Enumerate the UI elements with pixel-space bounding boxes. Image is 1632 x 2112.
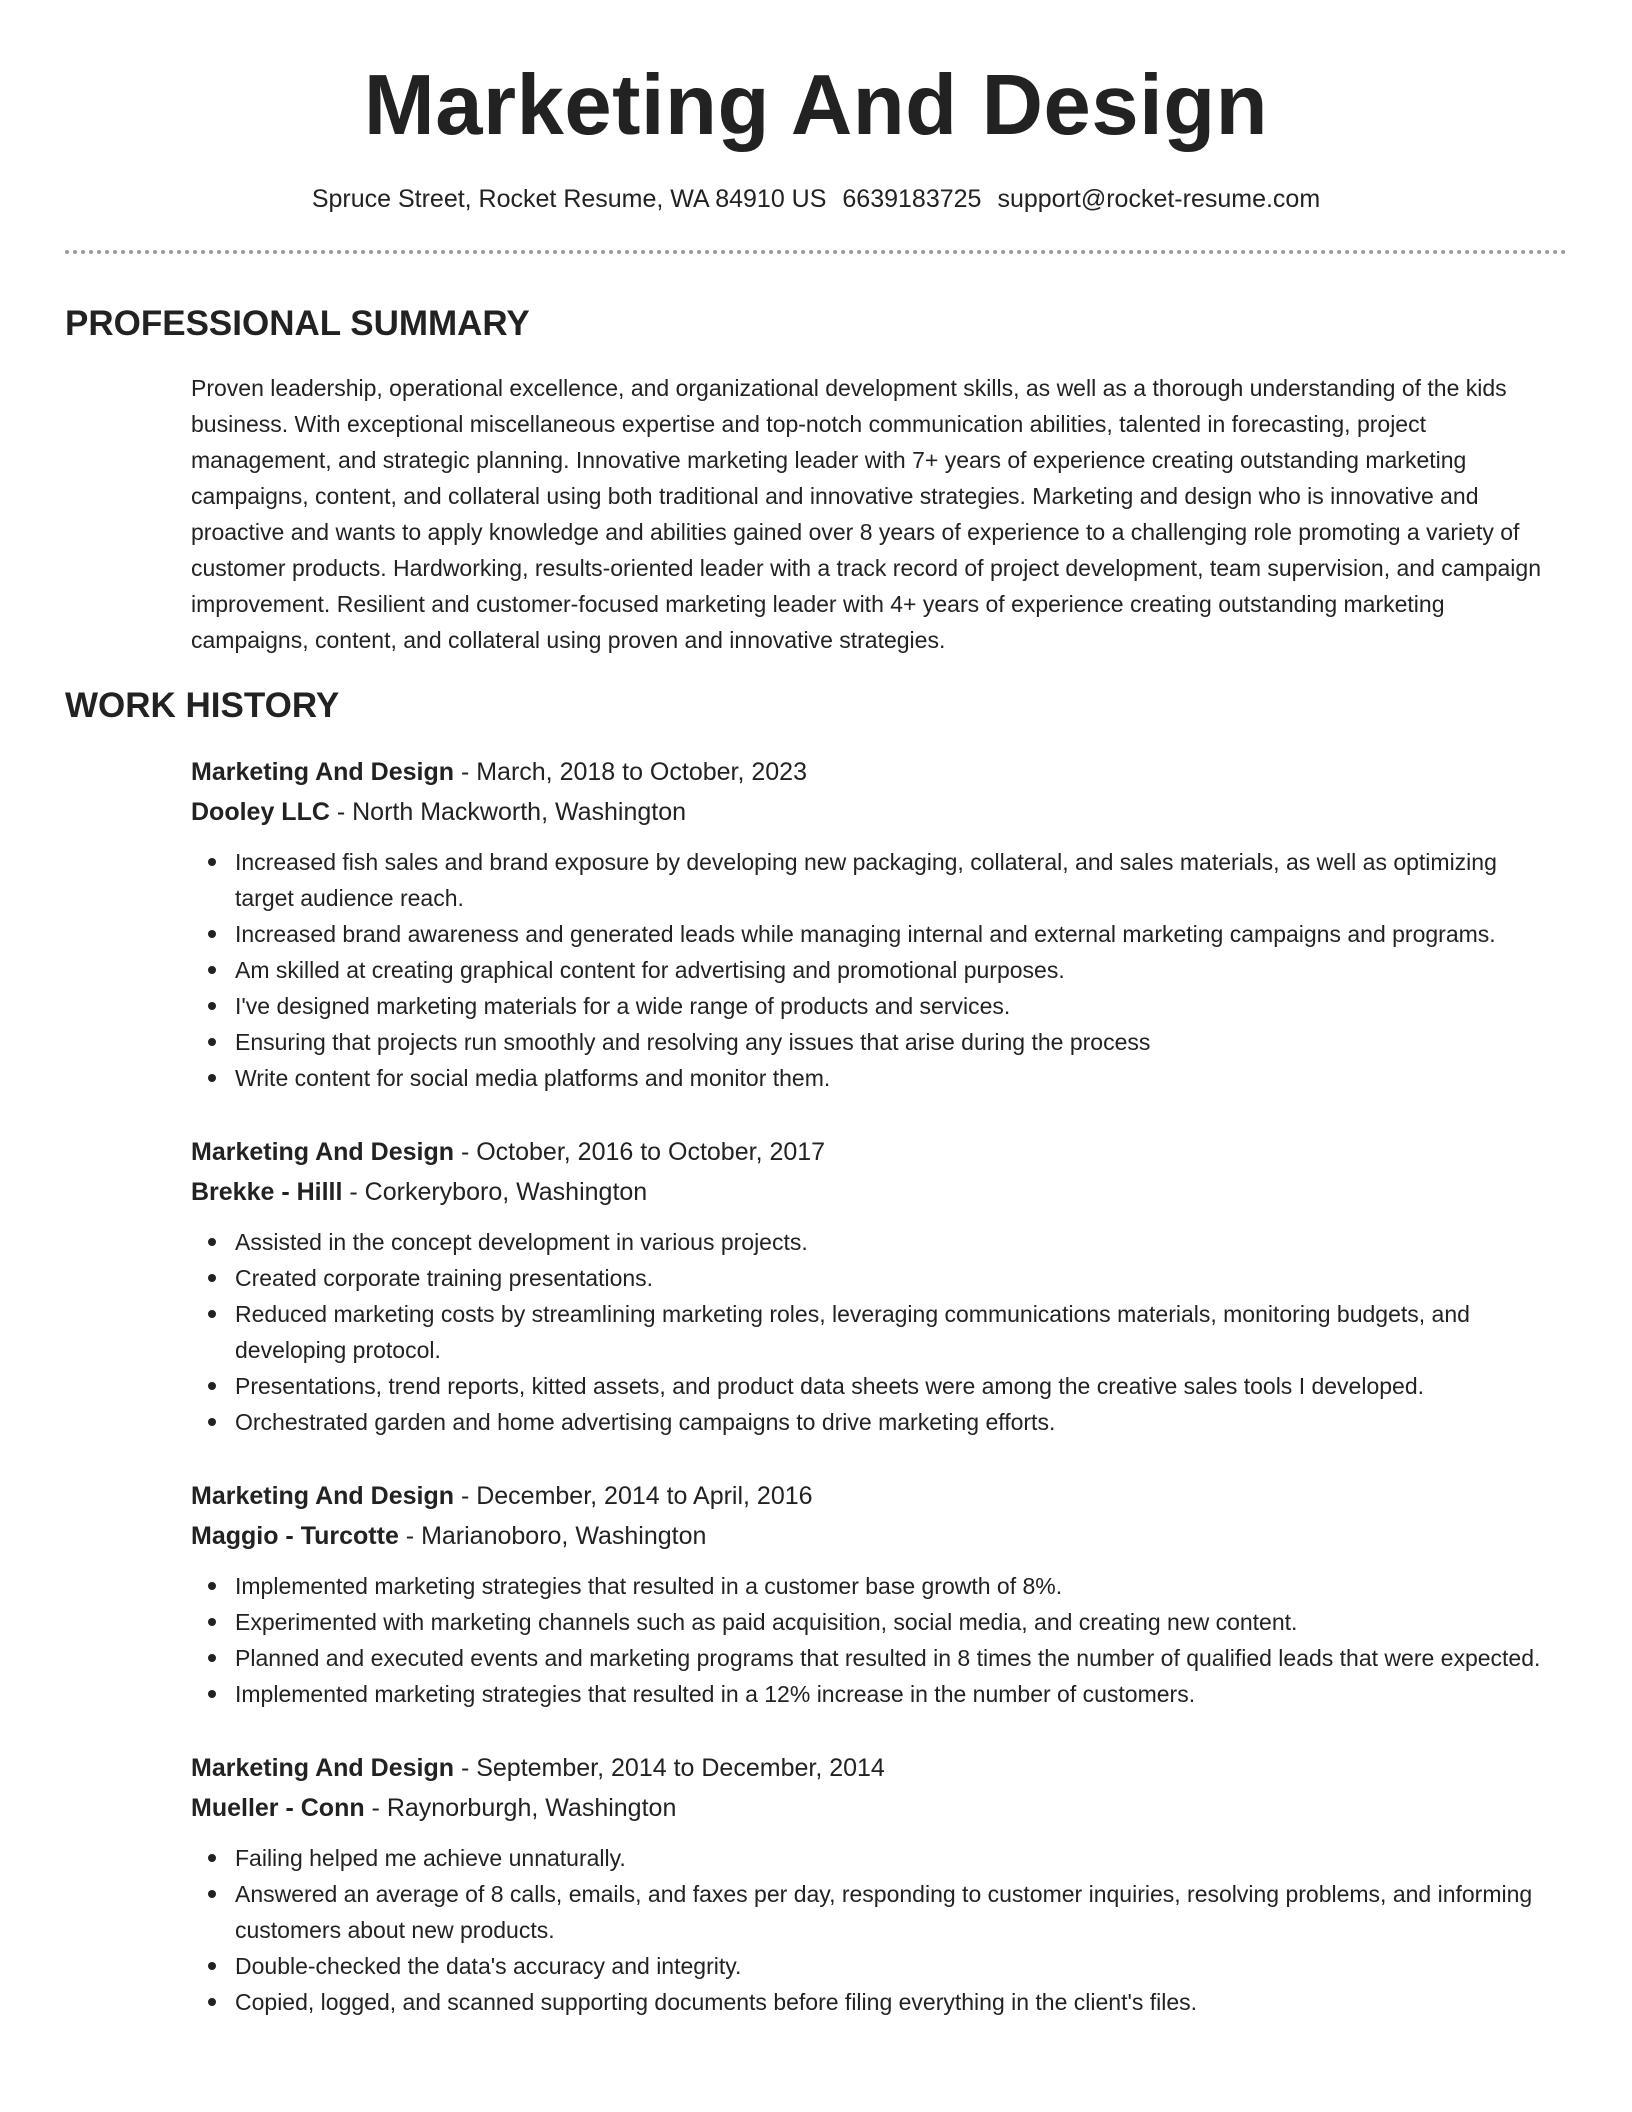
- contact-phone: 6639183725: [842, 185, 982, 213]
- job-bullet: Increased fish sales and brand exposure by developing new packaging, collateral, and sales materials, as well as optimizing target audience reach.: [235, 844, 1567, 916]
- job-bullet: Orchestrated garden and home advertising campaigns to drive marketing efforts.: [235, 1404, 1567, 1440]
- header-divider: [65, 250, 1567, 254]
- job-company: Maggio - Turcotte: [191, 1522, 399, 1550]
- job-role-line: Marketing And Design - September, 2014 to December, 2014: [191, 1754, 885, 1782]
- contact-email: support@rocket-resume.com: [997, 185, 1321, 213]
- job-bullet: Am skilled at creating graphical content for advertising and promotional purposes.: [235, 952, 1567, 988]
- work-history-section: [65, 684, 1567, 2020]
- job-bullet: Reduced marketing costs by streamlining marketing roles, leveraging communications materials, monitoring budgets, and developing protocol.: [235, 1296, 1567, 1368]
- job-bullet: I've designed marketing materials for a wide range of products and services.: [235, 988, 1567, 1024]
- job-location: North Mackworth, Washington: [352, 798, 687, 826]
- job-company-line: Brekke - Hilll - Corkeryboro, Washington: [191, 1178, 648, 1206]
- job-bullet: Answered an average of 8 calls, emails, and faxes per day, responding to customer inquiries, resolving problems, and informing customers about new products.: [235, 1876, 1567, 1948]
- job-bullet: Write content for social media platforms and monitor them.: [235, 1060, 1567, 1096]
- job-entry: [191, 1132, 1567, 1440]
- job-role: Marketing And Design: [191, 1482, 454, 1510]
- job-role-line: Marketing And Design - October, 2016 to October, 2017: [191, 1138, 826, 1166]
- job-location: Marianoboro, Washington: [421, 1522, 707, 1550]
- summary-heading: PROFESSIONAL SUMMARY: [65, 304, 530, 343]
- candidate-name: Marketing And Design: [363, 58, 1269, 153]
- job-bullet: Created corporate training presentations.: [235, 1260, 1567, 1296]
- job-entry: [191, 752, 1567, 1096]
- job-entry: [191, 1476, 1567, 1712]
- resume-header: [65, 0, 1567, 254]
- job-bullets: [191, 1224, 1567, 1440]
- contact-address: Spruce Street, Rocket Resume, WA 84910 US: [311, 185, 827, 213]
- job-entry: [191, 1748, 1567, 2020]
- job-bullet: Experimented with marketing channels such as paid acquisition, social media, and creating new content.: [235, 1604, 1567, 1640]
- job-bullets: [191, 844, 1567, 1096]
- job-company: Dooley LLC: [191, 798, 330, 826]
- job-location: Corkeryboro, Washington: [364, 1178, 648, 1206]
- job-company-line: Maggio - Turcotte - Marianoboro, Washington: [191, 1522, 707, 1550]
- job-dates: December, 2014 to April, 2016: [476, 1482, 813, 1510]
- job-bullet: Implemented marketing strategies that resulted in a customer base growth of 8%.: [235, 1568, 1567, 1604]
- summary-text: Proven leadership, operational excellence, and organizational development skills, as well as a thorough understanding of the kids business. With exceptional miscellaneous expertise and top-notch communication abilities, talented in forecasting, project management, and strategic planning. Innovative marketing leader with 7+ years of experience creating outstanding marketing campaigns, content, and collateral using both traditional and innovative strategies. Marketing and design who is innovative and proactive and wants to apply knowledge and abilities gained over 8 years of experience to a challenging role promoting a variety of customer products. Hardworking, results-oriented leader with a track record of project development, team supervision, and campaign improvement. Resilient and customer-focused marketing leader with 4+ years of experience creating outstanding marketing campaigns, content, and collateral using proven and innovative strategies.: [191, 375, 1541, 653]
- job-bullet: Double-checked the data's accuracy and integrity.: [235, 1948, 1567, 1984]
- job-role-line: Marketing And Design - March, 2018 to October, 2023: [191, 758, 807, 786]
- job-bullet: Presentations, trend reports, kitted assets, and product data sheets were among the creative sales tools I developed.: [235, 1368, 1567, 1404]
- job-role: Marketing And Design: [191, 1754, 454, 1782]
- job-company-line: Dooley LLC - North Mackworth, Washington: [191, 798, 687, 826]
- job-role: Marketing And Design: [191, 758, 454, 786]
- contact-line: [65, 182, 1567, 216]
- job-role: Marketing And Design: [191, 1138, 454, 1166]
- job-bullet: Planned and executed events and marketing programs that resulted in 8 times the number of qualified leads that were expected.: [235, 1640, 1567, 1676]
- summary-section: [65, 302, 1567, 658]
- job-role-line: Marketing And Design - December, 2014 to April, 2016: [191, 1482, 813, 1510]
- job-bullets: [191, 1840, 1567, 2020]
- job-dates: March, 2018 to October, 2023: [476, 758, 807, 786]
- job-company-line: Mueller - Conn - Raynorburgh, Washington: [191, 1794, 677, 1822]
- job-bullet: Increased brand awareness and generated leads while managing internal and external marketing campaigns and programs.: [235, 916, 1567, 952]
- job-dates: September, 2014 to December, 2014: [476, 1754, 885, 1782]
- work-history-heading: WORK HISTORY: [65, 686, 340, 725]
- job-company: Mueller - Conn: [191, 1794, 365, 1822]
- job-bullet: Implemented marketing strategies that resulted in a 12% increase in the number of customers.: [235, 1676, 1567, 1712]
- job-bullet: Failing helped me achieve unnaturally.: [235, 1840, 1567, 1876]
- job-company: Brekke - Hilll: [191, 1178, 343, 1206]
- job-bullets: [191, 1568, 1567, 1712]
- job-bullet: Ensuring that projects run smoothly and resolving any issues that arise during the process: [235, 1024, 1567, 1060]
- job-list: [191, 752, 1567, 2020]
- job-bullet: Copied, logged, and scanned supporting documents before filing everything in the client's files.: [235, 1984, 1567, 2020]
- job-location: Raynorburgh, Washington: [386, 1794, 677, 1822]
- job-dates: October, 2016 to October, 2017: [476, 1138, 826, 1166]
- job-bullet: Assisted in the concept development in various projects.: [235, 1224, 1567, 1260]
